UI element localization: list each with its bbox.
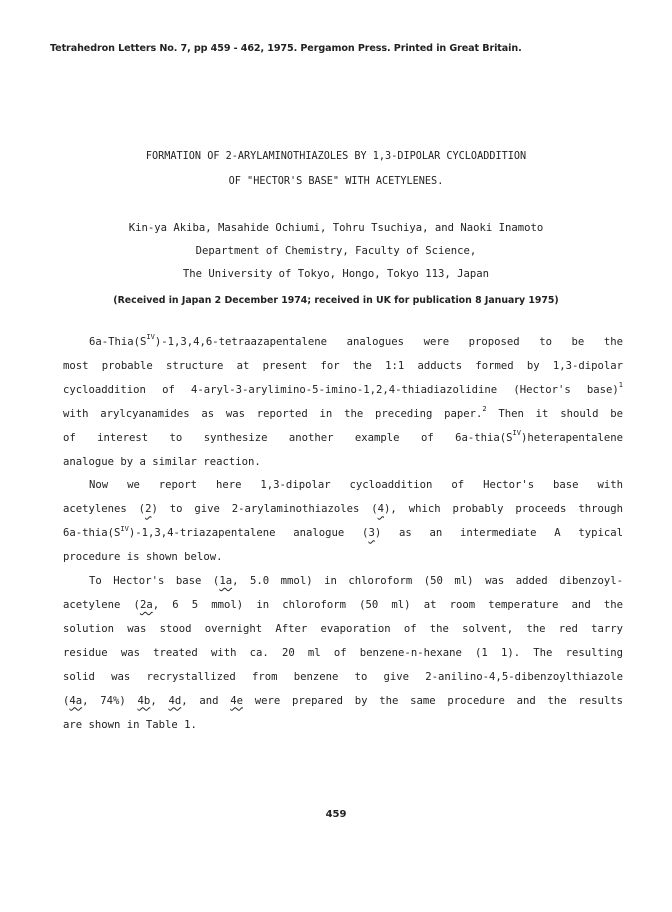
text-line: (4a, 74%) 4b, 4d, and 4e were prepared by the same procedure and the results [63,694,623,707]
affiliation-department: Department of Chemistry, Faculty of Science, [195,245,477,257]
compound-number: 2a [139,598,153,611]
paragraph-1 [63,331,623,474]
text-line: cycloaddition of 4-aryl-3-arylimino-5-imino-1,2,4-thiadiazolidine (Hector's base)$^1$ [63,381,623,396]
text-line: analogue by a similar reaction. [63,455,261,468]
text-line: are shown in Table 1. [63,718,197,731]
text-line: procedure is shown below. [63,551,223,564]
article-title-line-1: FORMATION OF 2-ARYLAMINOTHIAZOLES BY 1,3-DIPOLAR CYCLOADDITION [145,151,527,162]
reference-marker: 1 [618,381,623,390]
text-line: solution was stood overnight After evaporation of the solvent, the red tarry [63,622,623,635]
text-line: $6a-thia(S^{IV})-1,3,4$-triazapentalene analogue (3) as an intermediate A typical [63,524,623,540]
authors: Kin-ya Akiba, Masahide Ochiumi, Tohru Tsuchiya, and Naoki Inamoto [128,222,544,234]
compound-number: 4d [168,694,182,707]
compound-number: 4a [69,694,83,707]
text-line: residue was treated with ca. 20 ml of benzene-n-hexane (1 1). The resulting [63,646,623,659]
page-number: 459 [325,809,347,820]
article-body [63,331,623,737]
compound-number: 4e [230,694,243,707]
text-line: solid was recrystallized from benzene to give 2-anilino-4,5-dibenzoylthiazole [63,670,623,683]
text-line: Now we report here 1,3-dipolar cycloaddition of Hector's base with [89,479,623,492]
paragraph-3 [63,570,623,737]
text-line: acetylenes (2) to give 2-arylaminothiazoles (4), which probably proceeds through [63,503,623,516]
text-line: To Hector's base (1a, 5.0 mmol) in chloroform (50 ml) was added dibenzoyl- [89,575,623,588]
compound-number: 2 [145,503,152,516]
text-line: $6a-Thia(S^{IV})-1,3,4,6$-tetraazapentalene analogues were proposed to be the [89,333,623,348]
compound-number: 3 [368,527,375,540]
compound-number: 4b [137,694,151,707]
paragraph-2 [63,474,623,570]
compound-number: 1a [219,575,233,588]
text-line: of interest to synthesize another example of $6a-thia(S^{IV})heterapentalene$ [63,429,623,444]
affiliation-university: The University of Tokyo, Hongo, Tokyo 113, Japan [182,268,490,280]
text-line: most probable structure at present for the 1:1 adducts formed by 1,3-dipolar [63,359,623,372]
received-dates: (Received in Japan 2 December 1974; received in UK for publication 8 January 1975) [113,295,559,306]
article-title-line-2: OF "HECTOR'S BASE" WITH ACETYLENES. [228,176,444,187]
compound-number: 4 [377,503,385,516]
text-line: with arylcyanamides as was reported in the preceding paper.$^2$ Then it should be [63,405,623,420]
journal-header: Tetrahedron Letters No. 7, pp 459 - 462, 1975. Pergamon Press. Printed in Great Britain. [50,43,522,54]
reference-marker: 2 [482,405,487,414]
text-line: acetylene (2a, 6 5 mmol) in chloroform (50 ml) at room temperature and the [63,598,623,611]
